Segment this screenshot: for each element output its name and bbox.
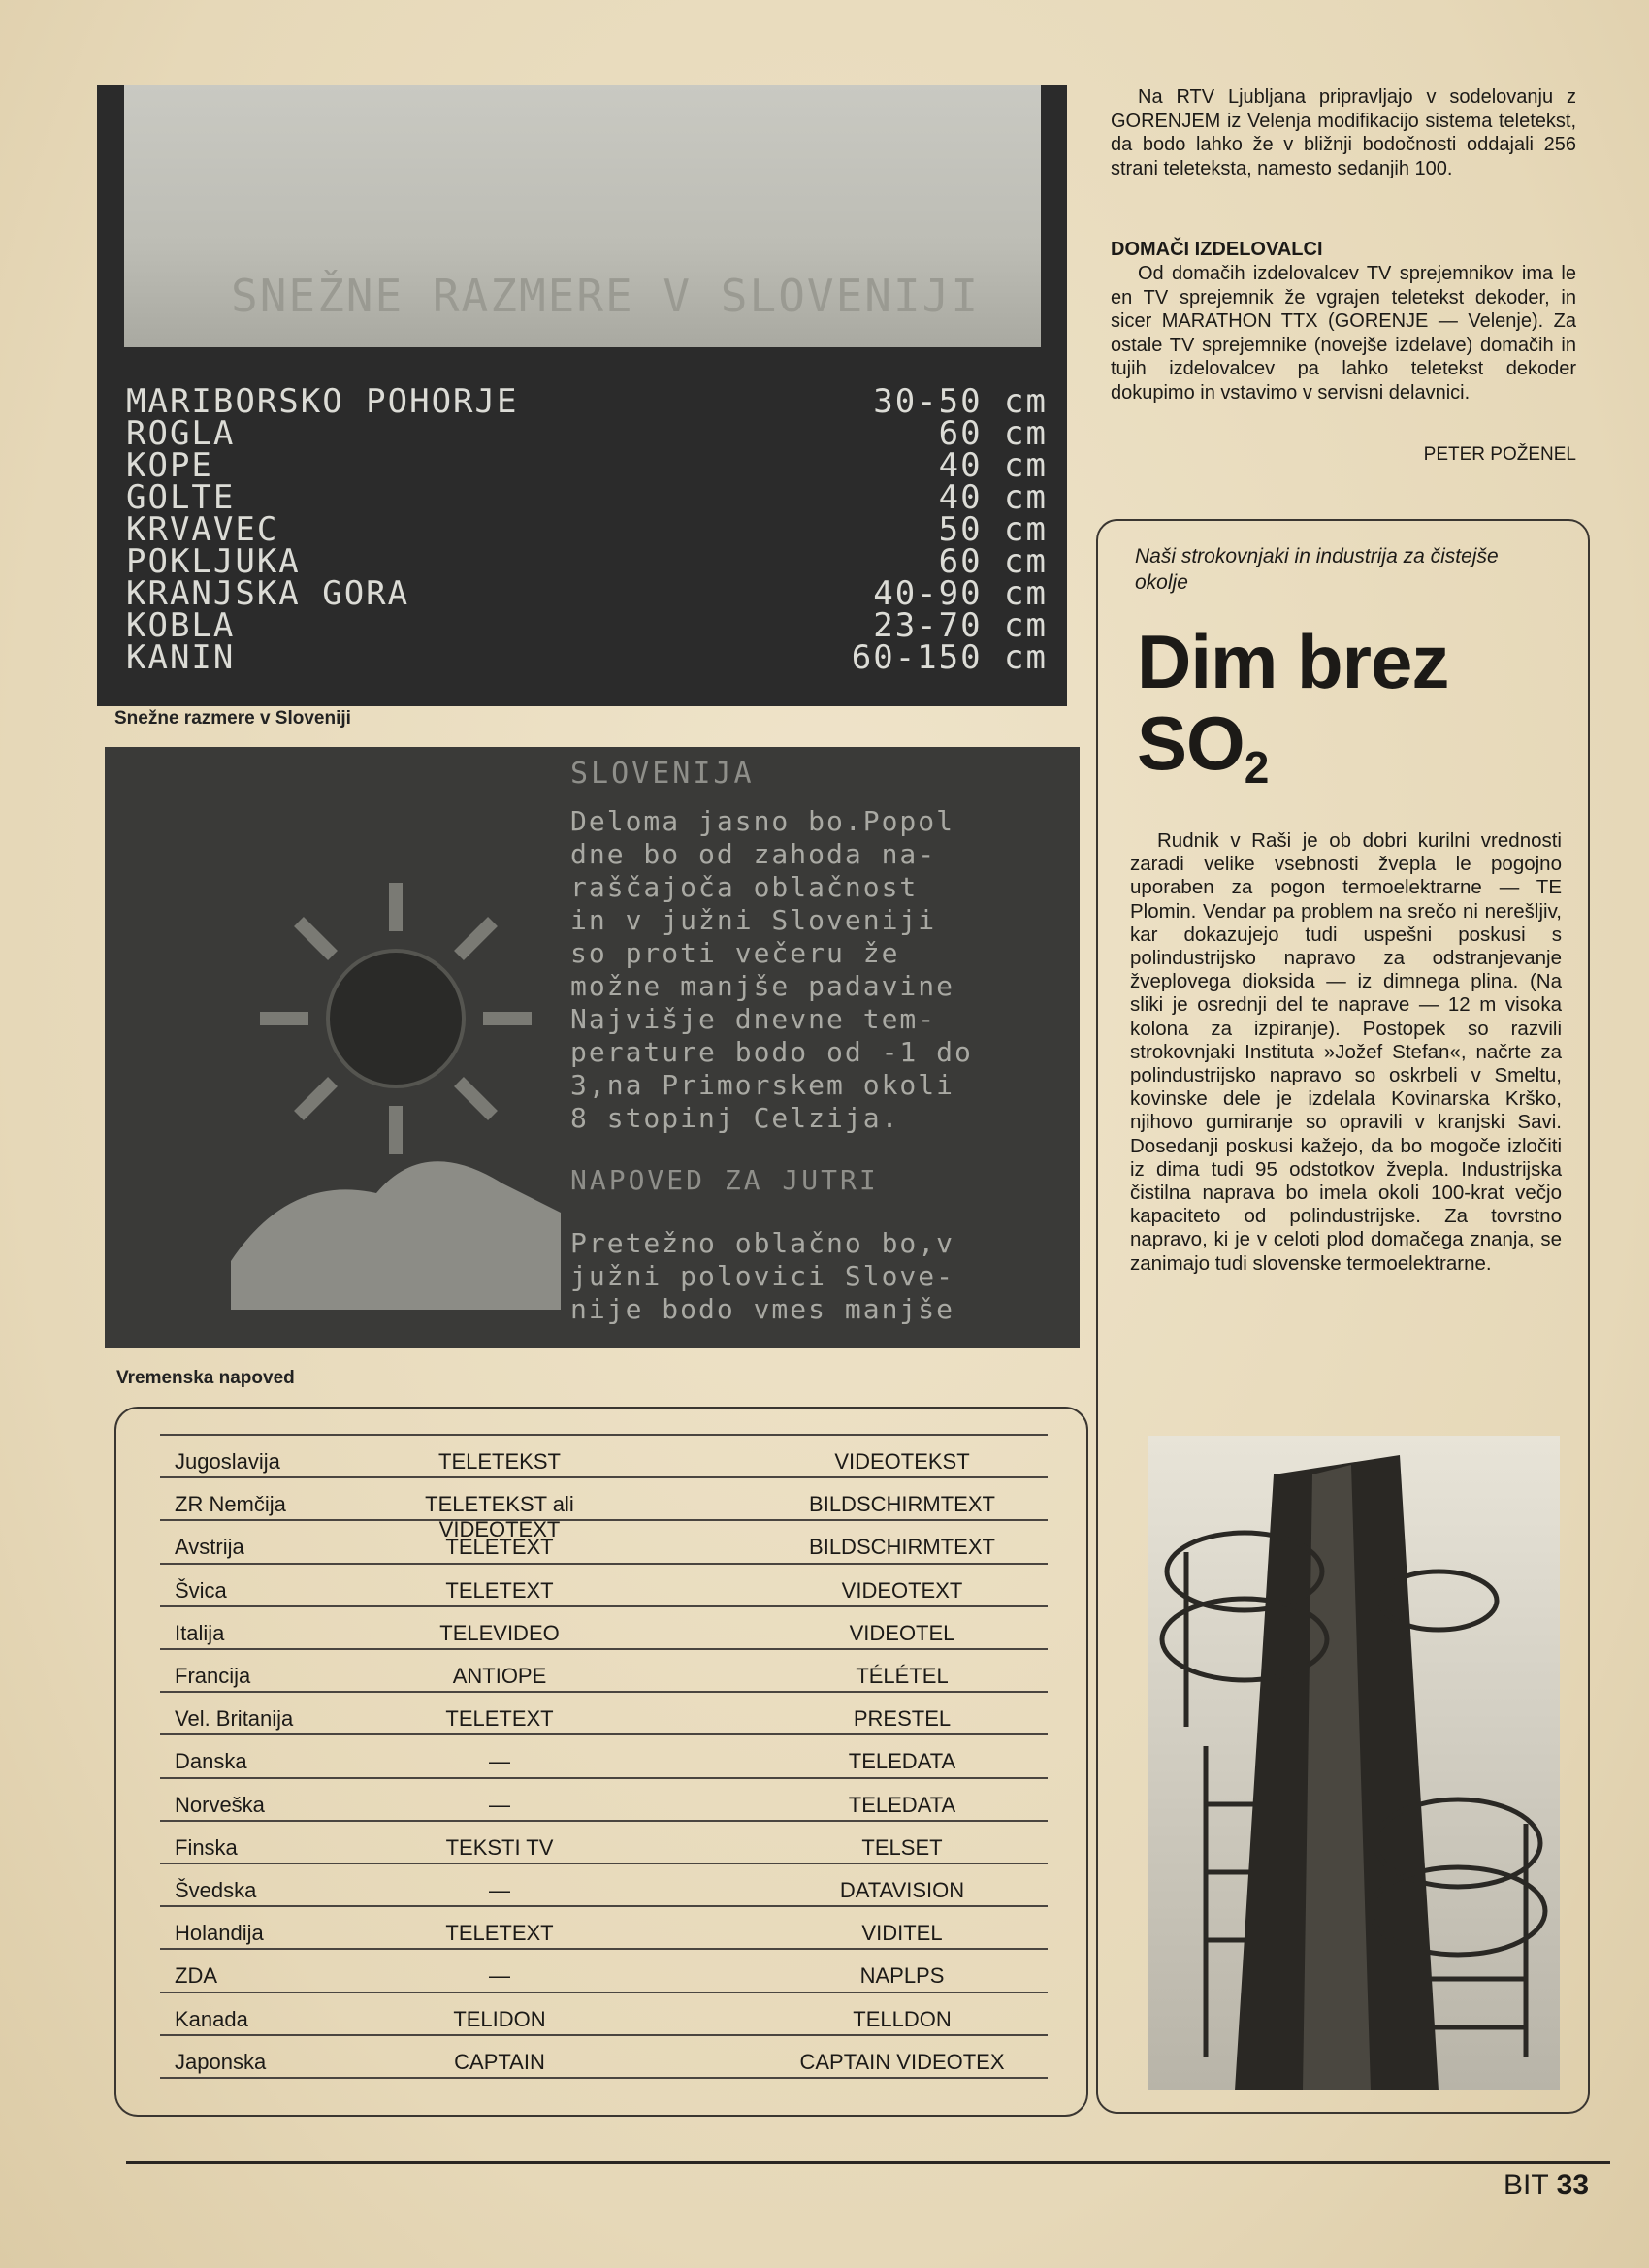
- table-row: [160, 1820, 1048, 1864]
- videotext-cell: BILDSCHIRMTEXT: [809, 1492, 995, 1517]
- videotext-cell: NAPLPS: [859, 1963, 945, 1989]
- table-row: [160, 1691, 1048, 1735]
- caption-snow: Snežne razmere v Sloveniji: [114, 708, 351, 729]
- teletext-line: možne manjše padavine: [570, 970, 955, 1002]
- snow-place: POKLJUKA: [126, 542, 301, 581]
- teletext-weather-screen: [105, 747, 1080, 1348]
- teletext-cell: TELETEXT: [445, 1706, 554, 1732]
- table-row: [160, 1733, 1048, 1778]
- videotext-cell: CAPTAIN VIDEOTEX: [799, 2049, 1005, 2074]
- snow-row: [126, 446, 1048, 485]
- headline-so: SO: [1137, 700, 1245, 786]
- country-cell: ZR Nemčija: [175, 1492, 286, 1517]
- table-row: [160, 1563, 1048, 1607]
- column-photo: [1148, 1436, 1560, 2090]
- teletext-line: in v južni Sloveniji: [570, 904, 937, 936]
- videotext-cell: VIDITEL: [861, 1921, 943, 1946]
- author-byline: PETER POŽENEL: [1423, 444, 1576, 465]
- table-row: [160, 1605, 1048, 1650]
- teletext-cell: ANTIOPE: [452, 1664, 547, 1688]
- weather-text: [570, 805, 1075, 1135]
- intro-paragraph: Na RTV Ljubljana pripravljajo v sodelovanju z GORENJEM iz Velenja modifikacijo sistema teletekst, da bodo lahko že v bližnji bodočnosti oddajali 256 strani teleteksta, namesto sedanjih 100.: [1111, 86, 1576, 179]
- videotext-cell: BILDSCHIRMTEXT: [809, 1535, 995, 1560]
- teletext-cell: TELIDON: [453, 2006, 546, 2031]
- country-cell: Kanada: [175, 2006, 248, 2031]
- snow-depth: 23-70 cm: [873, 606, 1048, 645]
- country-cell: ZDA: [175, 1963, 217, 1989]
- banner-title: SNEŽNE RAZMERE V SLOVENIJI: [231, 270, 981, 322]
- forecast-text: [570, 1227, 1075, 1326]
- videotext-cell: TELEDATA: [848, 1749, 956, 1774]
- teletext-cell: CAPTAIN: [454, 2049, 545, 2074]
- country-cell: Finska: [175, 1834, 238, 1860]
- country-cell: Holandija: [175, 1921, 264, 1946]
- snow-depth: 30-50 cm: [873, 382, 1048, 421]
- teletext-cell: TEKSTI TV: [445, 1834, 554, 1860]
- videotext-cell: PRESTEL: [853, 1706, 952, 1732]
- article-headline: [1137, 621, 1448, 808]
- snow-place: MARIBORSKO POHORJE: [126, 382, 519, 421]
- videotext-cell: VIDEOTEL: [849, 1620, 955, 1645]
- teletext-line: nije bodo vmes manjše: [570, 1293, 955, 1325]
- headline-subscript: 2: [1244, 742, 1269, 793]
- table-row: [160, 1476, 1048, 1542]
- videotext-cell: VIDEOTEXT: [841, 1577, 963, 1603]
- teletext-line: južni polovici Slove-: [570, 1260, 955, 1292]
- teletext-snow-screen: [97, 85, 1067, 706]
- videotext-cell: TELLDON: [853, 2006, 952, 2031]
- country-cell: Japonska: [175, 2049, 267, 2074]
- country-cell: Italija: [175, 1620, 225, 1645]
- snow-place: KRANJSKA GORA: [126, 574, 410, 613]
- videotext-cell: DATAVISION: [839, 1878, 965, 1902]
- headline-line2: [1137, 702, 1448, 808]
- snow-depth-list: [126, 382, 1048, 677]
- teletext-line: so proti večeru že: [570, 937, 900, 969]
- scrubber-column-image: [1148, 1436, 1560, 2090]
- headline-line1: Dim brez: [1137, 619, 1449, 704]
- article-body: Rudnik v Raši je ob dobri kurilni vrednosti zaradi velike vsebnosti žvepla le pogojno uporaben za pogon termoelektrarne — TE Plomin. Vendar pa problem na srečo ni nerešljiv, kar dokazujejo tudi uspešni poskusi s polindustrijsko napravo za odstranjevanje žveplovega dioksida — iz dimnega plina. (Na sliki je osrednji del te naprave — 12 m visoka kolona za izpiranje). Postopek so razvili strokovnjaki Instituta »Jožef Stefan«, načrte za polindustrijsko napravo so oskrbeli v Smeltu, kovinske dele je izdelala Kovinarska Krško, njihovo gumiranje so opravili v kranjski Savi. Dosedanji poskusi kažejo, da bo mogoče izločiti iz dima tudi 95 odstotkov žvepla. Industrijska čistilna naprava bo imela okoli 100-krat večjo kapaciteto od polindustrijske. Za tovrstno napravo, ki je v celoti plod domačega znanja, se zanimajo tudi slovenske termoelektrarne.: [1130, 829, 1562, 1275]
- videotext-cell: VIDEOTEKST: [834, 1449, 970, 1474]
- teletext-line: Najvišje dnevne tem-: [570, 1003, 937, 1035]
- snow-place: KRVAVEC: [126, 510, 279, 549]
- caption-weather: Vremenska napoved: [116, 1368, 295, 1388]
- snow-place: KOPE: [126, 446, 213, 485]
- snow-row: [126, 414, 1048, 453]
- teletext-cell: —: [489, 1749, 510, 1774]
- country-cell: Jugoslavija: [175, 1449, 280, 1474]
- table-row: [160, 1992, 1048, 2036]
- teletext-line: 8 stopinj Celzija.: [570, 1102, 900, 1134]
- teletext-line: Pretežno oblačno bo,v: [570, 1227, 955, 1259]
- page-folio: [1504, 2169, 1589, 2202]
- table-row: [160, 2034, 1048, 2079]
- snow-depth: 40 cm: [938, 478, 1048, 517]
- table-row: [160, 1434, 1048, 1478]
- videotext-cell: TELEDATA: [848, 1792, 956, 1817]
- table-row: [160, 1777, 1048, 1822]
- teletext-cell: TELETEKST: [438, 1449, 561, 1474]
- forecast-heading: NAPOVED ZA JUTRI: [570, 1164, 879, 1196]
- snow-row: [126, 382, 1048, 421]
- teletext-cell: TELETEXT: [445, 1535, 554, 1560]
- snow-place: KOBLA: [126, 606, 236, 645]
- teletext-cell: TELETEXT: [445, 1577, 554, 1603]
- videotext-cell: TÉLÉTEL: [856, 1664, 949, 1688]
- snow-place: ROGLA: [126, 414, 236, 453]
- country-cell: Švica: [175, 1577, 227, 1603]
- snow-depth: 40-90 cm: [873, 574, 1048, 613]
- magazine-name: BIT: [1504, 2169, 1549, 2201]
- country-cell: Avstrija: [175, 1535, 244, 1560]
- snow-depth: 60-150 cm: [851, 638, 1048, 677]
- table-row: [160, 1863, 1048, 1907]
- teletext-line: raščajoča oblačnost: [570, 871, 919, 903]
- teletext-cell: TELEVIDEO: [439, 1620, 560, 1645]
- teletext-line: Deloma jasno bo.Popol: [570, 805, 955, 837]
- videotext-cell: TELSET: [861, 1834, 943, 1860]
- country-cell: Norveška: [175, 1792, 265, 1817]
- teletext-cell: —: [489, 1963, 510, 1989]
- snow-place: GOLTE: [126, 478, 236, 517]
- snow-depth: 40 cm: [938, 446, 1048, 485]
- teletext-line: perature bodo od -1 do: [570, 1036, 973, 1068]
- sun-cloud-graphic: [231, 805, 561, 1310]
- teletext-line: 3,na Primorskem okoli: [570, 1069, 955, 1101]
- table-bottom-rule: [160, 2077, 1048, 2079]
- table-row: [160, 1519, 1048, 1564]
- teletext-cell: —: [489, 1792, 510, 1817]
- footer-rule: [126, 2161, 1610, 2164]
- country-cell: Francija: [175, 1664, 251, 1688]
- weather-heading: SLOVENIJA: [570, 757, 755, 791]
- snow-place: KANIN: [126, 638, 236, 677]
- page-number: 33: [1556, 2169, 1590, 2201]
- table-row: [160, 1905, 1048, 1950]
- table-row: [160, 1648, 1048, 1693]
- domaci-paragraph: Od domačih izdelovalcev TV sprejemnikov ima le en TV sprejemnik že vgrajen teletekst dekoder, in sicer MARATHON TTX (GORENJE — Velenje). Za ostale TV sprejemnike (novejše izdelave) domačih in tujih izdelovalcev pa lahko teletekst dekoder dokupimo in vstavimo v servisni delavnici.: [1111, 263, 1576, 404]
- teletext-cell: TELETEKST ali VIDEOTEXT: [425, 1492, 574, 1542]
- country-cell: Švedska: [175, 1878, 257, 1902]
- teletext-banner: [124, 85, 1041, 347]
- country-cell: Vel. Britanija: [175, 1706, 294, 1732]
- country-cell: Danska: [175, 1749, 247, 1774]
- subheading-domaci: DOMAČI IZDELOVALCI: [1111, 239, 1323, 260]
- snow-depth: 60 cm: [938, 542, 1048, 581]
- snow-depth: 60 cm: [938, 414, 1048, 453]
- table-row: [160, 1948, 1048, 1993]
- snow-row: [126, 638, 1048, 677]
- snow-depth: 50 cm: [938, 510, 1048, 549]
- article-kicker: Naši strokovnjaki in industrija za čistejše okolje: [1135, 545, 1499, 594]
- teletext-cell: TELETEXT: [445, 1921, 554, 1946]
- teletext-cell: —: [489, 1878, 510, 1902]
- teletext-line: dne bo od zahoda na-: [570, 838, 937, 870]
